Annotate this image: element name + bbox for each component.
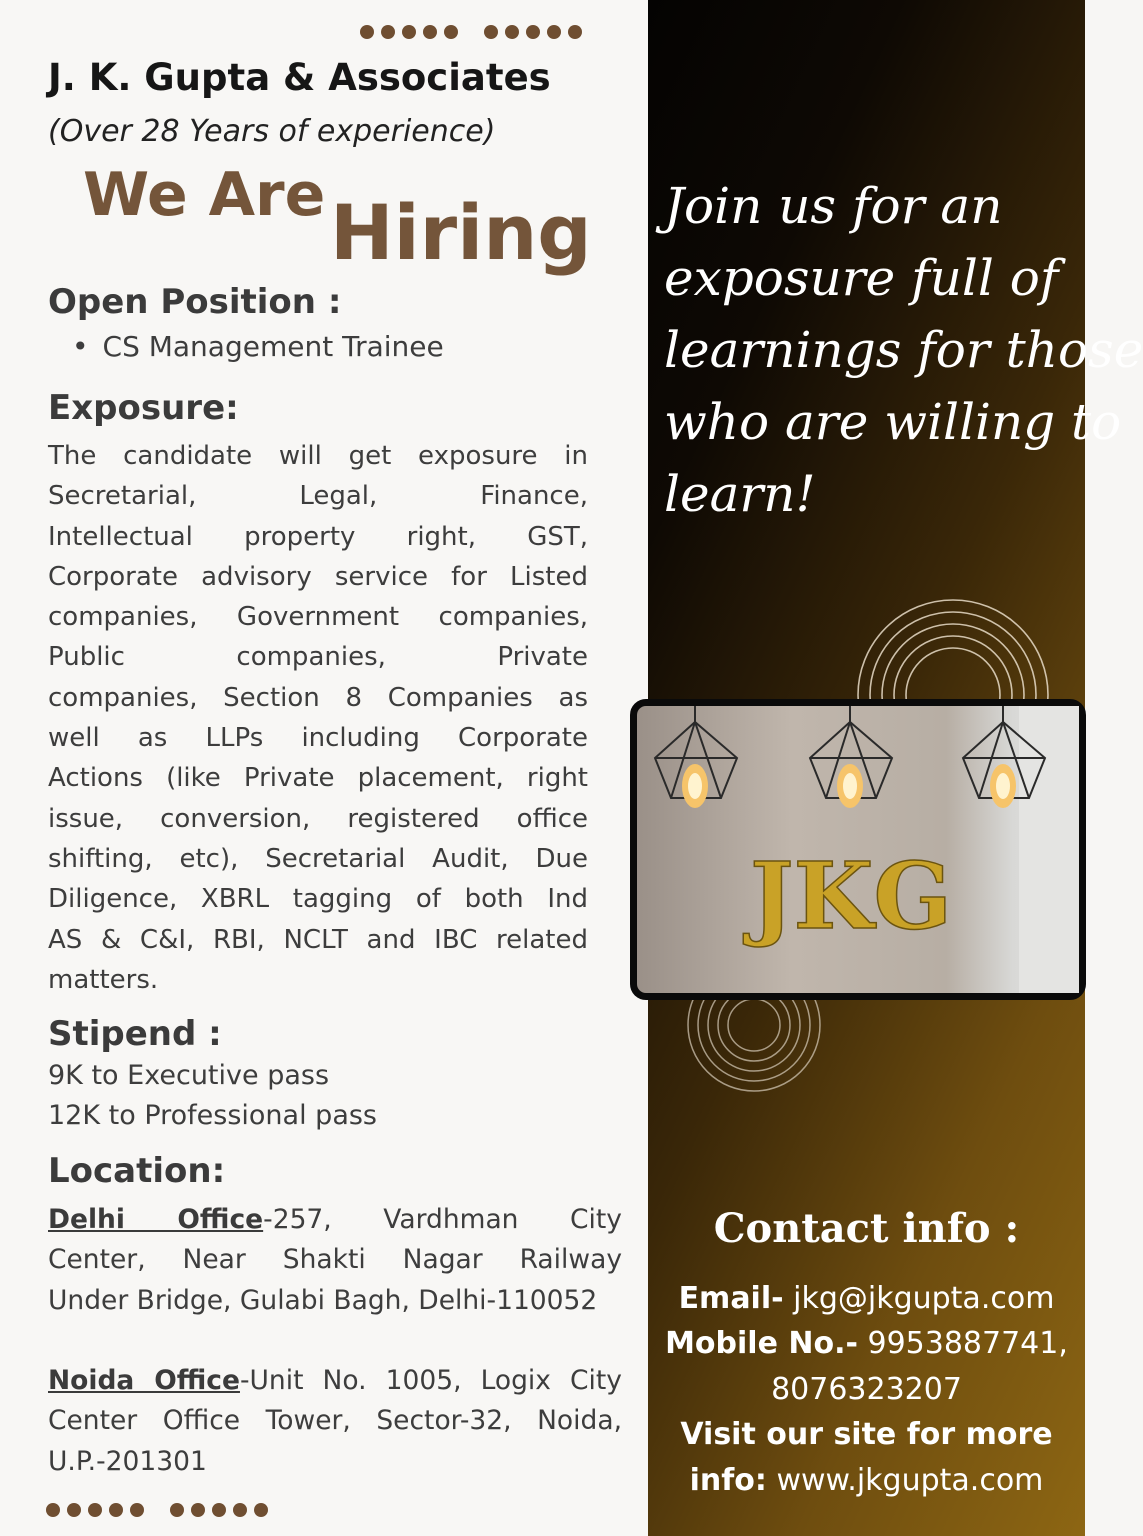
open-position-heading: Open Position : — [48, 282, 342, 322]
stipend-heading: Stipend : — [48, 1014, 222, 1054]
tagline: Join us for an exposure full of learnings for those who are willing to learn! — [664, 177, 1143, 523]
we-are-heading: We Are — [83, 160, 326, 230]
contact-visit: Visit our site for more — [680, 1417, 1053, 1452]
noida-address: Noida Office-Unit No. 1005, Logix City Center Office Tower, Sector-32, Noida, U.P.-201301 — [48, 1365, 622, 1477]
delhi-office-label: Delhi Office — [48, 1204, 264, 1235]
contact-mobile: Mobile No.- 9953887741, — [665, 1326, 1068, 1361]
delhi-address: Delhi Office-257, Vardhman City Center, Near Shakti Nagar Railway Under Bridge, Gulabi Bagh, Delhi-110052 — [48, 1204, 622, 1316]
location-heading: Location: — [48, 1151, 226, 1191]
contact-email: Email- jkg@jkgupta.com — [678, 1281, 1055, 1316]
exposure-heading: Exposure: — [48, 388, 239, 428]
experience-subtitle: (Over 28 Years of experience) — [48, 114, 496, 149]
top-dots — [360, 25, 582, 39]
stipend-executive: 9K to Executive pass — [48, 1060, 330, 1091]
contact-title: Contact info : — [713, 1205, 1020, 1252]
position-item: • CS Management Trainee — [72, 330, 444, 363]
exposure-paragraph: The candidate will get exposure in Secretarial, Legal, Finance, Intellectual property right, GST, Corporate advisory service for Listed companies, Government companies, Public companies, Private companies, Section 8 Companies as well as LLPs including Corporate Actions (like Private placement, right issue, conversion, registered office shifting, etc), Secretarial Audit, Due Diligence, XBRL tagging of both Ind AS & C&I, RBI, NCLT and IBC related matters. — [48, 441, 588, 995]
stipend-professional: 12K to Professional pass — [48, 1100, 377, 1131]
contact-website: info: www.jkgupta.com — [689, 1463, 1044, 1498]
contact-mobile-2: 8076323207 — [771, 1372, 962, 1407]
jkg-sign: JKG — [749, 842, 953, 950]
noida-office-label: Noida Office — [48, 1365, 240, 1396]
bottom-dots — [46, 1503, 268, 1517]
office-photo — [630, 699, 1086, 1000]
company-name: J. K. Gupta & Associates — [48, 56, 551, 99]
hiring-heading: Hiring — [330, 188, 592, 277]
